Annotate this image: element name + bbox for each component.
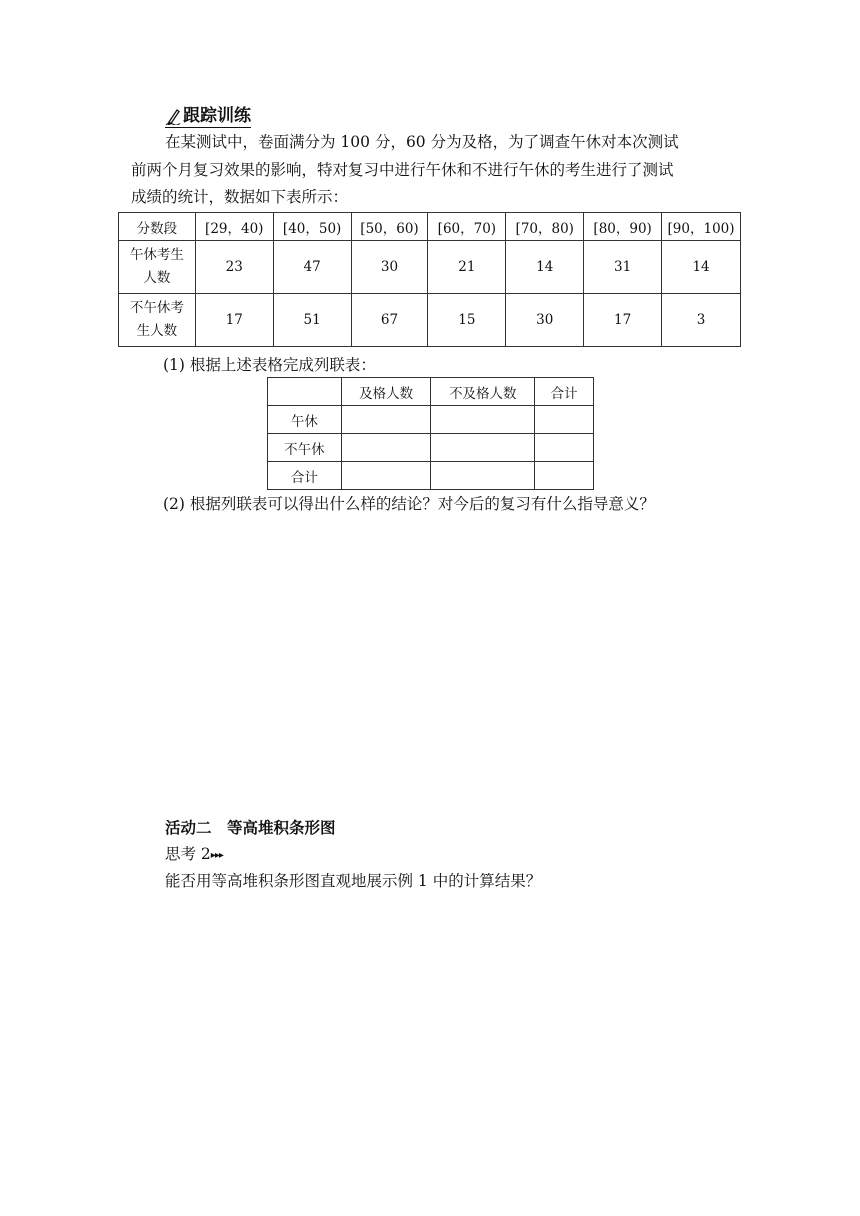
table-header-cell: [40，50) <box>273 213 351 241</box>
blank-cell[interactable] <box>431 434 535 462</box>
table-cell: 3 <box>662 294 741 347</box>
question-2: (2) 根据列联表可以得出什么样的结论？对今后的复习有什么指导意义？ <box>163 495 655 513</box>
score-table <box>118 212 741 347</box>
table-cell: 14 <box>662 241 741 294</box>
table-cell: 15 <box>428 294 506 347</box>
table-cell: 17 <box>195 294 273 347</box>
table-cell: 30 <box>506 294 584 347</box>
table-header-cell: 合计 <box>535 378 594 406</box>
blank-cell[interactable] <box>341 406 431 434</box>
section-heading-text: 跟踪训练 <box>183 106 251 126</box>
table-header-cell: [60，70) <box>428 213 506 241</box>
section-heading <box>165 106 251 128</box>
table-header-row <box>119 213 741 241</box>
table-header-row <box>268 378 594 406</box>
activity-question: 能否用等高堆积条形图直观地展示例 1 中的计算结果？ <box>165 872 542 890</box>
row-label-line: 午休考生 <box>129 247 184 263</box>
table-cell: 47 <box>273 241 351 294</box>
table-cell: 21 <box>428 241 506 294</box>
row-label-cell <box>119 294 196 347</box>
table-cell: 14 <box>506 241 584 294</box>
table-header-cell: [70，80) <box>506 213 584 241</box>
blank-cell[interactable] <box>341 434 431 462</box>
table-header-cell: [29，40) <box>195 213 273 241</box>
table-cell: 23 <box>195 241 273 294</box>
row-label-cell <box>119 241 196 294</box>
intro-line-3: 成绩的统计，数据如下表所示： <box>131 188 349 206</box>
row-label-cell: 不午休 <box>268 434 342 462</box>
question-1: (1) 根据上述表格完成列联表： <box>163 356 376 374</box>
blank-cell[interactable] <box>535 462 594 490</box>
think-label-line <box>165 842 223 868</box>
pencil-icon <box>165 107 181 125</box>
row-label-cell: 合计 <box>268 462 342 490</box>
table-row <box>119 241 741 294</box>
table-row <box>268 406 594 434</box>
blank-cell[interactable] <box>431 406 535 434</box>
row-label-line: 人数 <box>143 270 171 286</box>
table-cell: 30 <box>351 241 428 294</box>
blank-cell[interactable] <box>535 434 594 462</box>
intro-line-2: 前两个月复习效果的影响，特对复习中进行午休和不进行午休的考生进行了测试 <box>131 161 674 179</box>
table-header-cell <box>268 378 342 406</box>
table-header-cell: [80，90) <box>584 213 662 241</box>
table-cell: 67 <box>351 294 428 347</box>
row-label-line: 不午休考 <box>129 300 184 316</box>
table-cell: 17 <box>584 294 662 347</box>
think-label: 思考 2 <box>165 845 211 863</box>
table-header-cell: [90，100) <box>662 213 741 241</box>
row-label-line: 生人数 <box>136 323 178 339</box>
blank-cell[interactable] <box>431 462 535 490</box>
table-cell: 51 <box>273 294 351 347</box>
table-row <box>119 294 741 347</box>
row-label-cell: 午休 <box>268 406 342 434</box>
table-row <box>268 434 594 462</box>
table-header-cell: 不及格人数 <box>431 378 535 406</box>
table-header-cell: 分数段 <box>119 213 196 241</box>
contingency-table <box>267 377 594 490</box>
table-header-cell: 及格人数 <box>341 378 431 406</box>
activity-title: 活动二 等高堆积条形图 <box>165 819 336 837</box>
intro-line-1: 在某测试中，卷面满分为 100 分，60 分为及格，为了调查午休对本次测试 <box>165 133 679 151</box>
table-header-cell: [50，60) <box>351 213 428 241</box>
triple-arrow-icon: ▸▸▸ <box>210 850 223 861</box>
table-row <box>268 462 594 490</box>
blank-cell[interactable] <box>535 406 594 434</box>
table-cell: 31 <box>584 241 662 294</box>
blank-cell[interactable] <box>341 462 431 490</box>
